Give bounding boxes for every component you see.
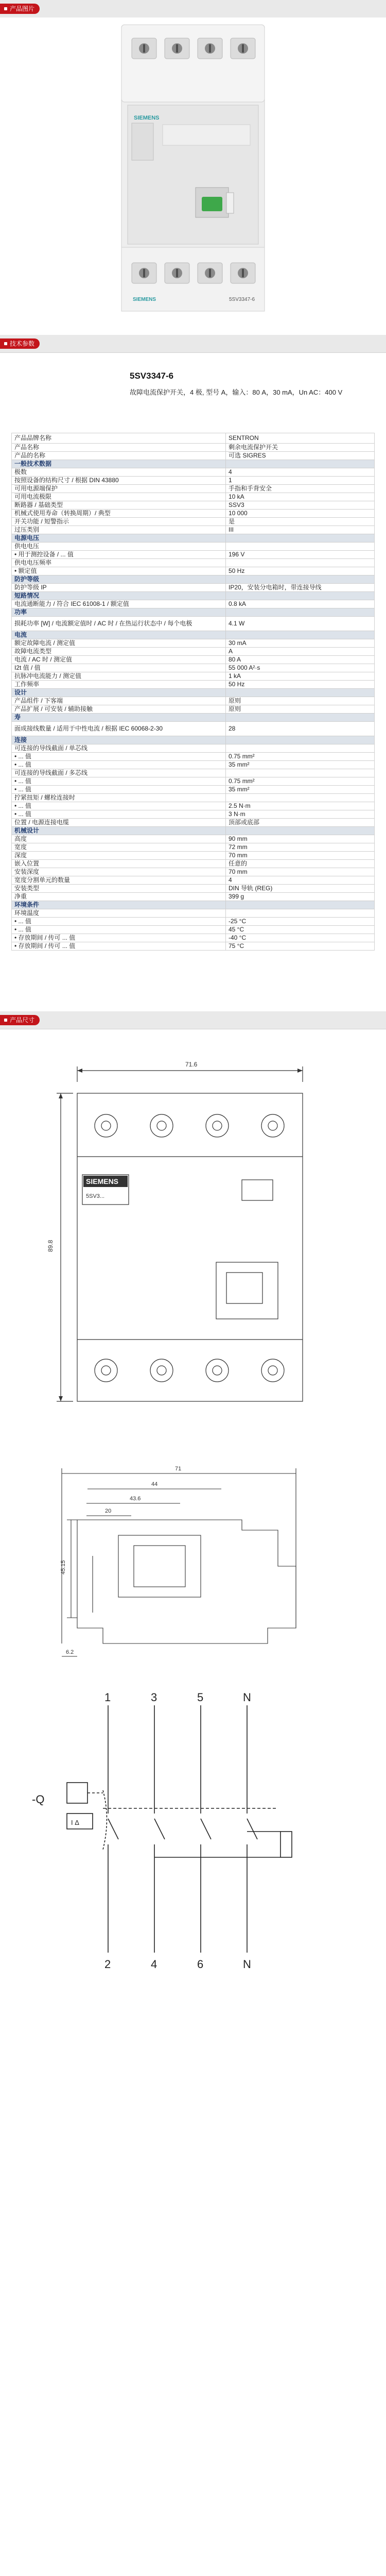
spec-row [12, 468, 375, 477]
spec-key: 产品品牌名称 [12, 433, 226, 444]
model-number: 5SV3347-6 [130, 371, 174, 381]
spec-key: 安装类型 [12, 885, 226, 893]
spec-key: 宽度分割单元的数量 [12, 876, 226, 885]
spec-value [226, 534, 375, 543]
spec-value: SENTRON [226, 433, 375, 444]
spec-value [226, 608, 375, 617]
spec-group-title: 电流 [12, 631, 226, 639]
spec-value: IP20，安装分电箱时，带连接导线 [226, 584, 375, 592]
spec-value: A [226, 648, 375, 656]
side-d1-label: 44 [151, 1481, 158, 1487]
spec-value: 28 [226, 722, 375, 736]
spec-group-row [12, 827, 375, 835]
spec-key: 开关功能 / 短警指示 [12, 518, 226, 526]
spec-row [12, 656, 375, 664]
spec-group-row [12, 736, 375, 744]
spec-value: 手指和手背安全 [226, 485, 375, 493]
spec-key: 产品组件 / 下客端 [12, 697, 226, 705]
spec-row [12, 794, 375, 802]
spec-row [12, 876, 375, 885]
spec-row [12, 452, 375, 460]
spec-value [226, 460, 375, 468]
spec-value: 10 000 [226, 510, 375, 518]
spec-row [12, 567, 375, 575]
spec-group-row [12, 608, 375, 617]
spec-value: 90 mm [226, 835, 375, 843]
spec-row [12, 942, 375, 951]
spec-value: 2.5 N·m [226, 802, 375, 810]
spec-value: 75 °C [226, 942, 375, 951]
front-width-label: 71.6 [185, 1061, 198, 1068]
spec-row [12, 485, 375, 493]
spec-row [12, 753, 375, 761]
spec-key: 面成接线数量 / 适用于中性电流 / 根据 IEC 60068-2-30 [12, 722, 226, 736]
spec-group-title: 寿 [12, 714, 226, 722]
spec-row [12, 648, 375, 656]
sch1-top-2: 3 [151, 1691, 157, 1704]
spec-value: 4 [226, 468, 375, 477]
spec-key: 抗脉冲电流能力 / 测定值 [12, 672, 226, 681]
spec-row [12, 543, 375, 551]
spec-row [12, 518, 375, 526]
svg-text:SIEMENS: SIEMENS [133, 297, 156, 302]
spec-row [12, 584, 375, 592]
spec-value: 1 kA [226, 672, 375, 681]
spec-value: 50 Hz [226, 681, 375, 689]
spec-row [12, 777, 375, 786]
spec-row [12, 909, 375, 918]
spec-value: 原则 [226, 697, 375, 705]
spec-key: 净重 [12, 893, 226, 901]
spec-value [226, 909, 375, 918]
spec-row [12, 843, 375, 852]
spec-row [12, 444, 375, 452]
sch1-bot-4: N [243, 1958, 251, 1971]
spec-value [226, 736, 375, 744]
spec-value: 35 mm² [226, 761, 375, 769]
spec-value: 剩余电流保护开关 [226, 444, 375, 452]
sch1-top-4: N [243, 1691, 251, 1704]
spec-value [226, 769, 375, 777]
front-model-text: 5SV3... [86, 1193, 105, 1199]
spec-value: 399 g [226, 893, 375, 901]
spec-group-title: 设计 [12, 689, 226, 697]
side-view-drawing [0, 1458, 386, 1664]
spec-row [12, 786, 375, 794]
spec-row [12, 526, 375, 534]
spec-key: • ... 值 [12, 753, 226, 761]
spec-value: 50 Hz [226, 567, 375, 575]
spec-group-title: 环境条件 [12, 901, 226, 909]
spec-key: 故障电流类型 [12, 648, 226, 656]
spec-value: 72 mm [226, 843, 375, 852]
spec-value: 是 [226, 518, 375, 526]
spec-value [226, 543, 375, 551]
spec-row [12, 722, 375, 736]
spec-value: 原则 [226, 705, 375, 714]
spec-key: 额定故障电流 / 测定值 [12, 639, 226, 648]
side-h-label: 45.15 [60, 1560, 66, 1574]
spec-row [12, 860, 375, 868]
spec-value: 4 [226, 876, 375, 885]
spec-group-title: 防护等级 [12, 575, 226, 584]
spec-key: 深度 [12, 852, 226, 860]
rcd-device-illustration [0, 18, 386, 321]
spec-value: 196 V [226, 551, 375, 559]
side-total-label: 71 [175, 1466, 182, 1472]
spec-key: 可用电源端保护 [12, 485, 226, 493]
spec-group-row [12, 901, 375, 909]
spec-group-row [12, 689, 375, 697]
spec-value: 80 A [226, 656, 375, 664]
spec-group-row [12, 714, 375, 722]
spec-row [12, 433, 375, 444]
spec-value: 可选 SIGRES [226, 452, 375, 460]
spec-key: 产品扩展 / 可安装 / 辅助接触 [12, 705, 226, 714]
spec-key: • 额定值 [12, 567, 226, 575]
side-d3-label: 20 [105, 1508, 112, 1514]
spec-value: 4.1 W [226, 617, 375, 631]
sch1-bot-3: 6 [197, 1958, 204, 1971]
spec-value [226, 689, 375, 697]
spec-key: 电流 / AC 时 / 测定值 [12, 656, 226, 664]
spec-value: DIN 导轨 (REG) [226, 885, 375, 893]
spec-row [12, 893, 375, 901]
spec-row [12, 493, 375, 501]
sch1-bot-1: 2 [104, 1958, 111, 1971]
sch1-test-label: I Δ [71, 1819, 79, 1826]
spec-value: 70 mm [226, 852, 375, 860]
spec-row [12, 697, 375, 705]
spec-value: SSV3 [226, 501, 375, 510]
spec-key: 按照设备的结构尺寸 / 根据 DIN 43880 [12, 477, 226, 485]
svg-text:SIEMENS: SIEMENS [134, 115, 160, 121]
spec-group-title: 机械设计 [12, 827, 226, 835]
spec-value [226, 631, 375, 639]
spec-value: 0.75 mm² [226, 777, 375, 786]
spec-row [12, 510, 375, 518]
side-bottom-label: 6.2 [66, 1649, 74, 1655]
spec-value: III [226, 526, 375, 534]
spec-group-row [12, 592, 375, 600]
spec-value: 45 °C [226, 926, 375, 934]
spec-group-row [12, 575, 375, 584]
spec-value [226, 744, 375, 753]
circuit-schematic-q [0, 1685, 386, 1973]
product-image-badge: 产品图片 [0, 4, 40, 14]
spec-key: 嵌入位置 [12, 860, 226, 868]
front-view-svg [0, 1046, 386, 1437]
spec-key: 损耗功率 [W] / 电流额定值时 / AC 时 / 在热运行状态中 / 每个电极 [12, 617, 226, 631]
spec-row [12, 477, 375, 485]
spec-key: • ... 值 [12, 777, 226, 786]
spec-value [226, 794, 375, 802]
spec-key: • ... 值 [12, 918, 226, 926]
spec-value: -25 °C [226, 918, 375, 926]
spec-key: 位置 / 电源连接电缆 [12, 819, 226, 827]
spec-group-title: 功率 [12, 608, 226, 617]
spec-value [226, 559, 375, 567]
spec-key: I2t 值 / 值 [12, 664, 226, 672]
front-view-drawing [0, 1046, 386, 1437]
spec-key: 产品的名称 [12, 452, 226, 460]
spec-key: 可连接的导线截面 / 单芯线 [12, 744, 226, 753]
spec-value: 0.75 mm² [226, 753, 375, 761]
spec-row [12, 559, 375, 567]
spec-key: 供电电压频率 [12, 559, 226, 567]
spec-row [12, 810, 375, 819]
spec-group-row [12, 460, 375, 468]
spec-key: 机械式使用寿命（转换周期）/ 典型 [12, 510, 226, 518]
spec-value: 35 mm² [226, 786, 375, 794]
sch1-top-1: 1 [104, 1691, 111, 1704]
spec-row [12, 705, 375, 714]
spec-row [12, 639, 375, 648]
spec-row [12, 672, 375, 681]
spec-key: • ... 值 [12, 761, 226, 769]
side-view-svg [0, 1458, 386, 1664]
spec-value: 55 000 A²·s [226, 664, 375, 672]
spec-table [11, 433, 375, 951]
spec-key: 高度 [12, 835, 226, 843]
spec-value: 30 mA [226, 639, 375, 648]
spec-key: 电流通断能力 / 符合 IEC 61008-1 / 额定值 [12, 600, 226, 608]
spec-key: 供电电压 [12, 543, 226, 551]
front-brand: SIEMENS [86, 1177, 119, 1185]
sch1-bot-2: 4 [151, 1958, 157, 1971]
spec-key: • 存放期间 / 传可 ... 值 [12, 934, 226, 942]
spec-group-title: 连接 [12, 736, 226, 744]
product-image-header [0, 0, 386, 18]
spec-key: 工作频率 [12, 681, 226, 689]
spec-value: 1 [226, 477, 375, 485]
spec-key: 断路器 / 基础类型 [12, 501, 226, 510]
tech-params-header [0, 335, 386, 353]
spec-key: • 存放期间 / 传可 ... 值 [12, 942, 226, 951]
dimensions-badge: 产品尺寸 [0, 1015, 40, 1025]
spec-value: -40 °C [226, 934, 375, 942]
spec-row [12, 664, 375, 672]
spec-row [12, 501, 375, 510]
sch1-top-3: 5 [197, 1691, 204, 1704]
spec-value [226, 827, 375, 835]
spec-key: 宽度 [12, 843, 226, 852]
spec-row [12, 744, 375, 753]
schematic-q-svg [0, 1685, 386, 1973]
spec-row [12, 617, 375, 631]
spec-row [12, 551, 375, 559]
spec-key: 过压类别 [12, 526, 226, 534]
spec-row [12, 761, 375, 769]
spec-key: 可用电流极限 [12, 493, 226, 501]
spec-value [226, 575, 375, 584]
model-description: 故障电流保护开关，4 极, 型号 A，输入：80 A，30 mA，Un AC：400 V [130, 388, 343, 396]
spec-row [12, 835, 375, 843]
spec-key: • 用于测控设备 / ... 值 [12, 551, 226, 559]
spec-key: 环境温度 [12, 909, 226, 918]
spec-group-title: 电源电压 [12, 534, 226, 543]
spec-row [12, 600, 375, 608]
spec-row [12, 868, 375, 876]
spec-row [12, 852, 375, 860]
spec-group-row [12, 534, 375, 543]
spec-value: 3 N·m [226, 810, 375, 819]
side-d2-label: 43.6 [130, 1496, 141, 1502]
spec-group-title: 短路情况 [12, 592, 226, 600]
spec-row [12, 885, 375, 893]
spec-key: • ... 值 [12, 802, 226, 810]
spec-key: 产品名称 [12, 444, 226, 452]
spec-key: 拧紧扭矩 / 螺栓连接时 [12, 794, 226, 802]
spec-value [226, 714, 375, 722]
spec-key: 安装深度 [12, 868, 226, 876]
spec-row [12, 934, 375, 942]
spec-row [12, 769, 375, 777]
spec-key: 防护等级 IP [12, 584, 226, 592]
spec-value: 任意的 [226, 860, 375, 868]
spec-key: • ... 值 [12, 786, 226, 794]
front-height-label: 89.8 [47, 1240, 54, 1252]
tech-params-badge: 技术参数 [0, 338, 40, 349]
sch1-designation: -Q [32, 1793, 45, 1806]
dimensions-header [0, 1011, 386, 1029]
spec-key: 可连接的导线截面 / 多芯线 [12, 769, 226, 777]
spec-group-title: 一般技术数据 [12, 460, 226, 468]
spec-key: • ... 值 [12, 810, 226, 819]
spec-row [12, 926, 375, 934]
spec-value: 顶部或底部 [226, 819, 375, 827]
spec-group-row [12, 631, 375, 639]
product-photo [0, 18, 386, 321]
spec-value [226, 592, 375, 600]
spec-row [12, 681, 375, 689]
spec-row [12, 802, 375, 810]
spec-key: • ... 值 [12, 926, 226, 934]
spec-value [226, 901, 375, 909]
spec-key: 极数 [12, 468, 226, 477]
spec-value: 70 mm [226, 868, 375, 876]
spec-value: 10 kA [226, 493, 375, 501]
spec-row [12, 918, 375, 926]
spec-value: 0.8 kA [226, 600, 375, 608]
spec-row [12, 819, 375, 827]
svg-text:5SV3347-6: 5SV3347-6 [229, 297, 255, 302]
